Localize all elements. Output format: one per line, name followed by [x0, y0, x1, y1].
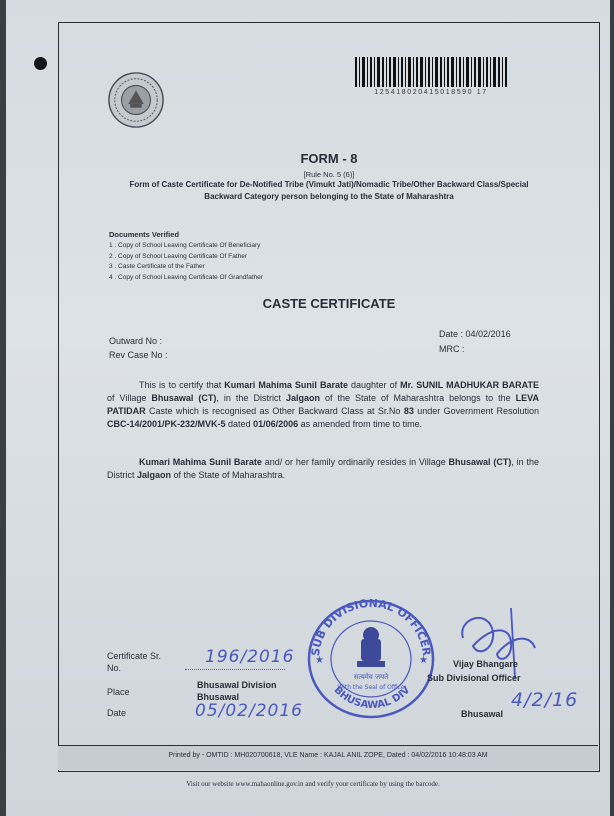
serial-number: 83	[403, 406, 414, 416]
date-bottom-label: Date	[107, 708, 127, 718]
documents-heading: Documents Verified	[109, 230, 180, 239]
state-emblem-icon	[107, 71, 165, 129]
district-name: Jalgaon	[285, 393, 320, 403]
place-value-2: Bhusawal	[197, 692, 240, 702]
father-name: Mr. SUNIL MADHUKAR BARATE	[400, 380, 539, 390]
document-item: 3 . Caste Certificate of the Father	[109, 263, 205, 270]
officer-designation: Sub Divisional Officer	[427, 673, 521, 683]
form-title: FORM - 8	[300, 151, 358, 166]
officer-handwritten-date: 4/2/16	[511, 689, 579, 711]
svg-text:★: ★	[315, 655, 324, 666]
date-value: 04/02/2016	[465, 329, 511, 339]
resolution-date: 01/06/2006	[253, 419, 299, 429]
form-rule: [Rule No. 5 (6)]	[303, 170, 355, 179]
punch-hole	[34, 57, 47, 70]
outward-no-label: Outward No :	[109, 336, 163, 346]
barcode	[355, 57, 507, 103]
mrc-label: MRC :	[439, 344, 465, 354]
certificate-no-label: No.	[107, 663, 122, 673]
government-resolution: CBC-14/2001/PK-232/MVK-5	[107, 419, 226, 429]
village-type: (CT)	[493, 457, 512, 467]
barcode-bars-icon	[355, 57, 507, 87]
village-name: Bhusawal	[448, 457, 491, 467]
para-text: dated	[225, 419, 254, 429]
rev-case-label: Rev Case No :	[109, 350, 168, 360]
date-handwritten: 05/02/2016	[195, 701, 303, 721]
para-text: , in the District	[107, 457, 539, 480]
date-row	[439, 329, 511, 339]
barcode-number: 125418020415018590 17	[374, 89, 488, 96]
certificate-frame	[58, 22, 600, 772]
official-seal-icon	[303, 593, 439, 723]
officer-name: Vijay Bhangare	[453, 659, 518, 669]
para-text: daughter of	[347, 380, 401, 390]
officer-place: Bhusawal	[461, 709, 504, 719]
para-text: and/ or her family ordinarily resides in Village	[261, 457, 449, 467]
para-text: under Government Resolution	[413, 406, 539, 416]
document-item: 2 . Copy of School Leaving Certificate Of Father	[109, 252, 248, 260]
para-text: as amended from time to time.	[298, 419, 423, 429]
district-name: Jalgaon	[137, 470, 172, 480]
date-label: Date :	[439, 329, 464, 339]
printed-by-text: Printed by - OMTID : MH020700618, VLE Name : KAJAL ANIL ZOPE, Dated : 04/02/2016 10:48:03 AM	[168, 752, 488, 759]
place-value-1: Bhusawal Division	[197, 680, 277, 690]
seal-note: With the Seal of Office	[337, 684, 405, 691]
seal-motto: सत्यमेव जयते	[353, 673, 389, 681]
para-text: of Village	[107, 393, 152, 403]
para-text: , in the District	[216, 393, 286, 403]
caste-name: LEVA PATIDAR	[107, 393, 539, 416]
printed-by-bar	[58, 745, 598, 770]
certificate-no-handwritten: 196/2016	[205, 647, 295, 667]
seal-bottom-text: BHUSAWAL DIV	[331, 684, 413, 712]
beneficiary-name: Kumari Mahima Sunil Barate	[224, 380, 348, 390]
document-item: 4 . Copy of School Leaving Certificate Of Grandfather	[109, 273, 263, 281]
verify-website-note: Visit our website www.mahaonline.gov.in and verify your certificate by using the barcode.	[186, 780, 440, 788]
beneficiary-name: Kumari Mahima Sunil Barate	[139, 457, 262, 467]
para-text: Caste which is recognised as Other Backward Class at Sr.No	[145, 406, 404, 416]
certificate-sr-label: Certificate Sr.	[107, 651, 162, 661]
certificate-title: CASTE CERTIFICATE	[262, 296, 396, 311]
residence-paragraph	[107, 456, 539, 482]
certification-paragraph	[107, 379, 539, 431]
para-text: of the State of Maharashtra belongs to the	[319, 393, 516, 403]
certificate-no-line	[185, 669, 285, 670]
certificate-paper	[6, 0, 610, 816]
documents-list	[109, 241, 263, 283]
form-description: Form of Caste Certificate for De-Notified Tribe (Vimukt Jati)/Nomadic Tribe/Other Backward Class/Special Backward Category person belonging to the State of Maharashtra	[129, 180, 529, 201]
place-label: Place	[107, 687, 130, 697]
document-item: 1 . Copy of School Leaving Certificate Of Beneficiary	[109, 242, 261, 249]
village-name: Bhusawal (CT)	[151, 393, 217, 403]
officer-signature-icon	[449, 598, 549, 698]
para-text: This is to certify that	[139, 380, 225, 390]
seal-top-text: SUB DIVISIONAL OFFICER	[309, 596, 434, 657]
para-text: of the State of Maharashtra.	[171, 470, 286, 480]
svg-text:★: ★	[419, 655, 428, 666]
